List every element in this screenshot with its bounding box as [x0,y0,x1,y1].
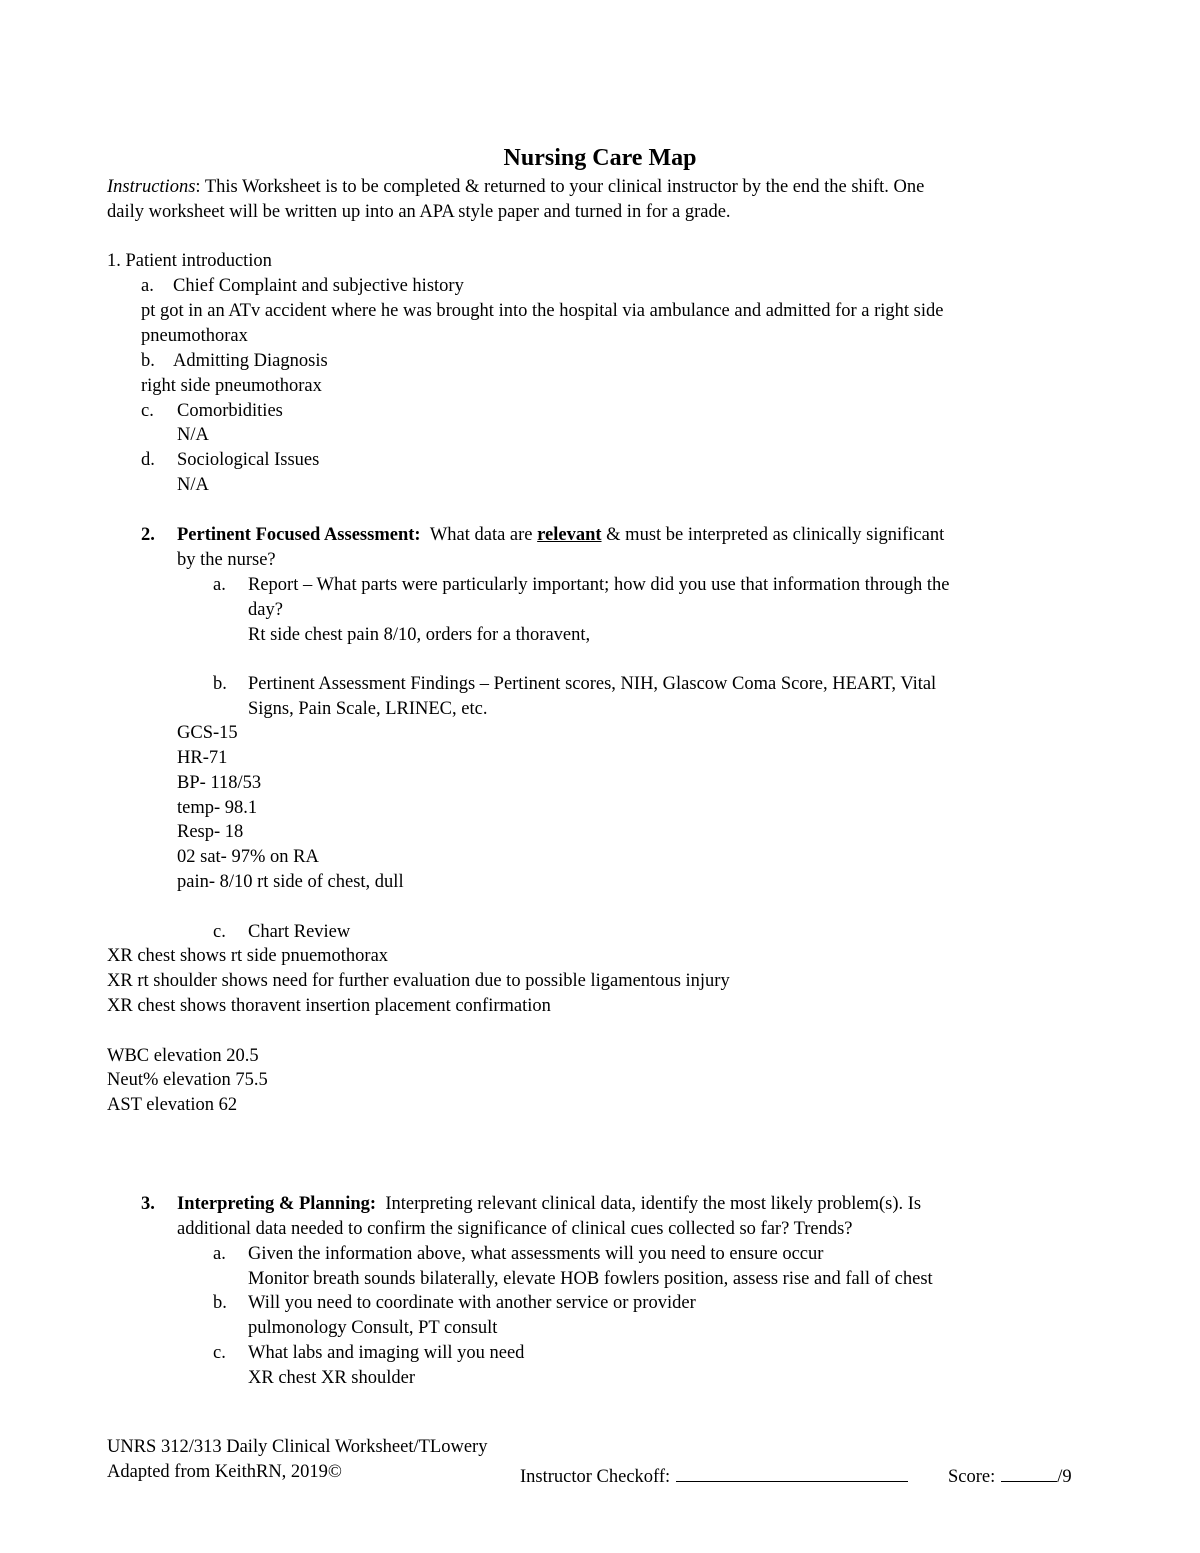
vital-sign: GCS-15 [177,723,238,743]
vital-sign: temp- 98.1 [177,798,258,818]
section2-number: 2. [141,525,155,545]
coordination-answer: pulmonology Consult, PT consult [248,1318,498,1338]
admitting-diagnosis-answer: right side pneumothorax [141,376,322,396]
item-marker: b. [141,351,155,371]
instructions-label: Instructions [107,177,196,197]
score-blank [1001,1463,1057,1482]
footer-course: UNRS 312/313 Daily Clinical Worksheet/TLowery [107,1437,488,1457]
labs-imaging-label: What labs and imaging will you need [248,1343,525,1363]
instructions-line-2: daily worksheet will be written up into an APA style paper and turned in for a grade. [107,202,731,222]
score-label: Score: [948,1467,996,1487]
item-marker: d. [141,450,155,470]
sociological-issues-label: Sociological Issues [177,450,320,470]
checkoff-blank [676,1463,908,1482]
score-total: /9 [1057,1467,1072,1487]
vital-sign: Resp- 18 [177,822,244,842]
lab-finding: Neut% elevation 75.5 [107,1070,268,1090]
lab-finding: WBC elevation 20.5 [107,1046,259,1066]
chief-complaint-answer-cont: pneumothorax [141,326,248,346]
lab-finding: AST elevation 62 [107,1095,238,1115]
score-field [948,1463,1072,1487]
assessments-needed-answer: Monitor breath sounds bilaterally, elevate HOB fowlers position, assess rise and fall of chest [248,1269,933,1289]
imaging-finding: XR chest shows thoravent insertion placement confirmation [107,996,551,1016]
checkoff-label: Instructor Checkoff: [520,1467,671,1487]
coordination-label: Will you need to coordinate with another service or provider [248,1293,696,1313]
item-marker: c. [213,1343,226,1363]
item-marker: a. [141,276,154,296]
item-marker: c. [213,922,226,942]
section1-heading: 1. Patient introduction [107,251,272,271]
chart-review-label: Chart Review [248,922,351,942]
comorbidities-label: Comorbidities [177,401,283,421]
comorbidities-answer: N/A [177,425,209,445]
labs-imaging-answer: XR chest XR shoulder [248,1368,415,1388]
chief-complaint-label: Chief Complaint and subjective history [173,276,464,296]
chief-complaint-answer: pt got in an ATv accident where he was brought into the hospital via ambulance and admitted for a right side [141,301,944,321]
assessment-findings-label: Pertinent Assessment Findings – Pertinent scores, NIH, Glascow Coma Score, HEART, Vital [248,674,937,694]
section2-heading-line: Pertinent Focused Assessment: What data are relevant & must be interpreted as clinically significant [177,525,945,545]
imaging-finding: XR chest shows rt side pnuemothorax [107,946,389,966]
item-marker: a. [213,1244,226,1264]
section3-heading-cont: additional data needed to confirm the significance of clinical cues collected so far? Trends? [177,1219,853,1239]
instructor-checkoff [520,1463,908,1487]
assessment-findings-label-cont: Signs, Pain Scale, LRINEC, etc. [248,699,488,719]
section2-heading: Pertinent Focused Assessment: [177,525,421,545]
page-title: Nursing Care Map [503,145,697,171]
item-marker: b. [213,1293,227,1313]
imaging-finding: XR rt shoulder shows need for further evaluation due to possible ligamentous injury [107,971,730,991]
report-label-cont: day? [248,600,283,620]
admitting-diagnosis-label: Admitting Diagnosis [173,351,328,371]
sociological-issues-answer: N/A [177,475,209,495]
report-answer: Rt side chest pain 8/10, orders for a thoravent, [248,625,591,645]
vital-sign: HR-71 [177,748,228,768]
item-marker: b. [213,674,227,694]
vital-sign: pain- 8/10 rt side of chest, dull [177,872,404,892]
section3-number: 3. [141,1194,155,1214]
footer-adapted: Adapted from KeithRN, 2019© [107,1462,342,1482]
section2-heading-cont: by the nurse? [177,550,276,570]
section3-heading: Interpreting & Planning: [177,1194,377,1214]
report-label: Report – What parts were particularly important; how did you use that information through the [248,575,950,595]
item-marker: c. [141,401,154,421]
vital-sign: BP- 118/53 [177,773,262,793]
item-marker: a. [213,575,226,595]
relevant-emphasis: relevant [537,525,602,545]
instructions-line-1: Instructions: This Worksheet is to be completed & returned to your clinical instructor by the end the shift. One [107,177,925,197]
assessments-needed-label: Given the information above, what assessments will you need to ensure occur [248,1244,824,1264]
section3-heading-line: Interpreting & Planning: Interpreting relevant clinical data, identify the most likely problem(s). Is [177,1194,922,1214]
vital-sign: 02 sat- 97% on RA [177,847,319,867]
